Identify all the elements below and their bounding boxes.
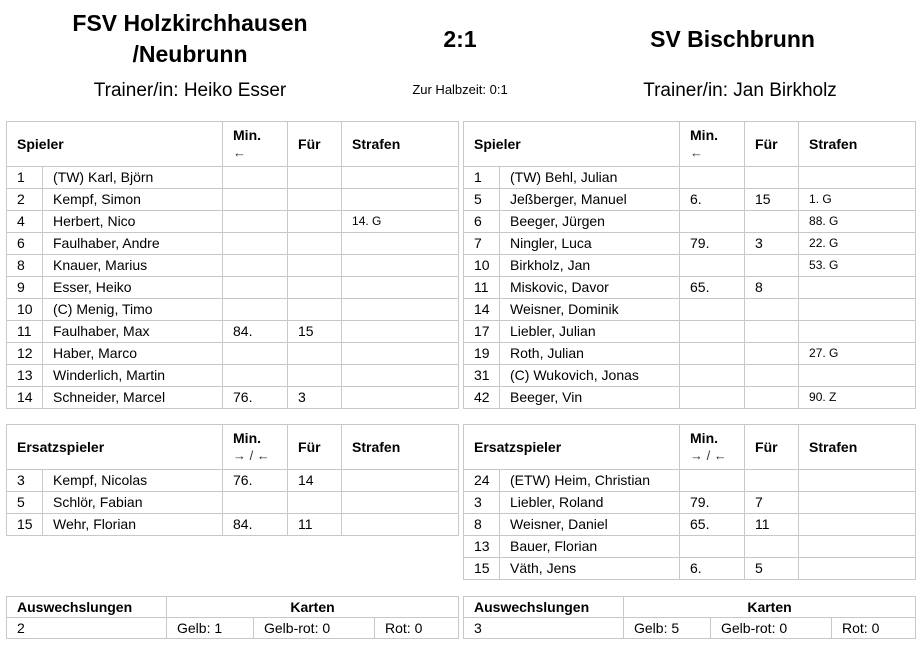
substitution-minute: [223, 211, 288, 233]
player-number: 1: [464, 167, 500, 189]
substitution-minute: [223, 189, 288, 211]
player-number: 4: [7, 211, 43, 233]
player-number: 19: [464, 343, 500, 365]
penalty: [799, 365, 916, 387]
player-name: (TW) Karl, Björn: [43, 167, 223, 189]
final-score: 2:1: [443, 26, 477, 52]
player-row: [7, 343, 459, 365]
substitution-minute: [223, 167, 288, 189]
player-name: Esser, Heiko: [43, 277, 223, 299]
player-row: [464, 321, 916, 343]
substitutes-header: Ersatzspieler: [464, 425, 680, 470]
penalties-header: Strafen: [342, 425, 459, 470]
substitution-minute: [680, 321, 745, 343]
player-name: Faulhaber, Max: [43, 321, 223, 343]
for-header: Für: [745, 122, 799, 167]
substituted-for: [288, 492, 342, 514]
players-header: Spieler: [464, 122, 680, 167]
player-number: 5: [464, 189, 500, 211]
substituted-for: [745, 321, 799, 343]
cards-header: Karten: [624, 597, 916, 618]
penalty: [342, 189, 459, 211]
home-coach: Trainer/in: Heiko Esser: [93, 80, 287, 101]
substitution-minute: [680, 299, 745, 321]
player-name: Kempf, Simon: [43, 189, 223, 211]
player-number: 2: [7, 189, 43, 211]
player-row: [7, 167, 459, 189]
penalty: [342, 514, 459, 536]
substitution-minute: [680, 211, 745, 233]
substituted-for: [745, 211, 799, 233]
away-starters-table: [463, 121, 916, 409]
player-name: Liebler, Julian: [500, 321, 680, 343]
player-name: Haber, Marco: [43, 343, 223, 365]
substitutions-header: Auswechslungen: [7, 597, 167, 618]
substituted-for: 15: [288, 321, 342, 343]
substitutions-header: Auswechslungen: [464, 597, 624, 618]
substitution-minute: [223, 255, 288, 277]
substituted-for: [288, 189, 342, 211]
player-number: 6: [464, 211, 500, 233]
for-header: Für: [288, 122, 342, 167]
player-row: [464, 514, 916, 536]
player-number: 10: [7, 299, 43, 321]
player-row: [464, 558, 916, 580]
home-starters-table: [6, 121, 459, 409]
player-number: 3: [7, 470, 43, 492]
penalty: [799, 299, 916, 321]
player-row: [464, 536, 916, 558]
penalty: [342, 277, 459, 299]
substitution-minute: 79.: [680, 492, 745, 514]
player-name: Birkholz, Jan: [500, 255, 680, 277]
substituted-for: [288, 343, 342, 365]
player-name: Faulhaber, Andre: [43, 233, 223, 255]
player-number: 24: [464, 470, 500, 492]
substitution-minute: 6.: [680, 189, 745, 211]
player-name: Winderlich, Martin: [43, 365, 223, 387]
penalty: 14. G: [342, 211, 459, 233]
player-row: [464, 365, 916, 387]
substituted-for: [745, 343, 799, 365]
minute-header: Min. → / ←: [223, 425, 288, 470]
player-row: [7, 470, 459, 492]
yellow-cards: Gelb: 5: [624, 618, 711, 639]
substitution-minute: [223, 299, 288, 321]
player-name: Miskovic, Davor: [500, 277, 680, 299]
player-row: [464, 211, 916, 233]
player-name: (ETW) Heim, Christian: [500, 470, 680, 492]
player-name: Schneider, Marcel: [43, 387, 223, 409]
substituted-for: 11: [745, 514, 799, 536]
substituted-for: [745, 470, 799, 492]
substitution-minute: 65.: [680, 277, 745, 299]
player-number: 10: [464, 255, 500, 277]
substitution-minute: [223, 492, 288, 514]
player-row: [7, 387, 459, 409]
player-name: Knauer, Marius: [43, 255, 223, 277]
substitution-minute: [680, 343, 745, 365]
penalty: [342, 255, 459, 277]
player-number: 1: [7, 167, 43, 189]
player-number: 7: [464, 233, 500, 255]
substituted-for: [745, 167, 799, 189]
minute-header: Min. ←: [680, 122, 745, 167]
player-number: 13: [7, 365, 43, 387]
yellow-red-cards: Gelb-rot: 0: [711, 618, 832, 639]
penalty: [799, 514, 916, 536]
away-summary-table: [463, 596, 916, 639]
substitution-minute: 76.: [223, 387, 288, 409]
arrow-left-icon: ←: [233, 145, 247, 160]
player-row: [7, 233, 459, 255]
penalty: [342, 233, 459, 255]
substitution-minute: 84.: [223, 321, 288, 343]
substituted-for: [288, 233, 342, 255]
player-number: 15: [464, 558, 500, 580]
player-number: 17: [464, 321, 500, 343]
player-row: [7, 321, 459, 343]
substituted-for: [288, 255, 342, 277]
penalty: [799, 492, 916, 514]
penalty: [799, 321, 916, 343]
away-team-name: SV Bischbrunn: [650, 26, 815, 52]
penalties-header: Strafen: [799, 122, 916, 167]
substitution-minute: [680, 255, 745, 277]
substitution-minute: 76.: [223, 470, 288, 492]
substituted-for: [745, 387, 799, 409]
substitutions-count: 2: [7, 618, 167, 639]
substitution-minute: [680, 470, 745, 492]
minute-header: Min. ←: [223, 122, 288, 167]
substitution-minute: 6.: [680, 558, 745, 580]
player-number: 8: [7, 255, 43, 277]
penalty: [342, 343, 459, 365]
player-name: Ningler, Luca: [500, 233, 680, 255]
yellow-cards: Gelb: 1: [167, 618, 254, 639]
penalty: [342, 167, 459, 189]
player-name: Beeger, Jürgen: [500, 211, 680, 233]
penalty: [342, 321, 459, 343]
player-name: Schlör, Fabian: [43, 492, 223, 514]
player-number: 31: [464, 365, 500, 387]
substituted-for: 5: [745, 558, 799, 580]
substituted-for: [288, 211, 342, 233]
player-row: [7, 492, 459, 514]
penalty: [799, 536, 916, 558]
yellow-red-cards: Gelb-rot: 0: [254, 618, 375, 639]
player-number: 13: [464, 536, 500, 558]
substitutes-header: Ersatzspieler: [7, 425, 223, 470]
substitution-minute: [680, 536, 745, 558]
penalty: [799, 558, 916, 580]
red-cards: Rot: 0: [832, 618, 916, 639]
player-number: 14: [7, 387, 43, 409]
player-row: [7, 514, 459, 536]
substitution-minute: [680, 365, 745, 387]
player-row: [7, 277, 459, 299]
substitution-minute: 65.: [680, 514, 745, 536]
minute-header: Min. → / ←: [680, 425, 745, 470]
substitution-minute: [680, 167, 745, 189]
player-name: Beeger, Vin: [500, 387, 680, 409]
player-name: Weisner, Daniel: [500, 514, 680, 536]
penalty: 27. G: [799, 343, 916, 365]
substitution-minute: [223, 233, 288, 255]
home-summary-table: [6, 596, 459, 639]
arrow-swap-icon: → / ←: [233, 448, 270, 463]
penalty: 22. G: [799, 233, 916, 255]
red-cards: Rot: 0: [375, 618, 459, 639]
player-name: Weisner, Dominik: [500, 299, 680, 321]
home-team-name: FSV Holzkirchhausen /Neubrunn: [72, 10, 308, 67]
player-name: Jeßberger, Manuel: [500, 189, 680, 211]
substituted-for: 15: [745, 189, 799, 211]
player-row: [7, 211, 459, 233]
penalty: [342, 387, 459, 409]
arrow-swap-icon: → / ←: [690, 448, 727, 463]
player-number: 12: [7, 343, 43, 365]
player-row: [7, 299, 459, 321]
penalty: [799, 470, 916, 492]
penalty: 88. G: [799, 211, 916, 233]
player-number: 9: [7, 277, 43, 299]
substituted-for: 3: [745, 233, 799, 255]
player-row: [464, 343, 916, 365]
substitution-minute: 79.: [680, 233, 745, 255]
substituted-for: [288, 277, 342, 299]
substitution-minute: [223, 343, 288, 365]
player-row: [464, 387, 916, 409]
for-header: Für: [288, 425, 342, 470]
player-number: 3: [464, 492, 500, 514]
player-row: [464, 470, 916, 492]
player-row: [464, 277, 916, 299]
halftime-score: Zur Halbzeit: 0:1: [412, 82, 508, 97]
substituted-for: [745, 365, 799, 387]
penalty: 90. Z: [799, 387, 916, 409]
penalty: 53. G: [799, 255, 916, 277]
player-row: [7, 189, 459, 211]
player-number: 11: [464, 277, 500, 299]
substituted-for: [288, 299, 342, 321]
player-name: Herbert, Nico: [43, 211, 223, 233]
substitution-minute: [680, 387, 745, 409]
cards-header: Karten: [167, 597, 459, 618]
substitution-minute: 84.: [223, 514, 288, 536]
player-number: 8: [464, 514, 500, 536]
arrow-left-icon: ←: [690, 145, 704, 160]
substituted-for: 7: [745, 492, 799, 514]
player-row: [464, 492, 916, 514]
substituted-for: 14: [288, 470, 342, 492]
substituted-for: 11: [288, 514, 342, 536]
substituted-for: 3: [288, 387, 342, 409]
player-name: (TW) Behl, Julian: [500, 167, 680, 189]
player-number: 11: [7, 321, 43, 343]
away-substitutes-table: [463, 424, 916, 580]
penalty: [342, 365, 459, 387]
player-row: [464, 299, 916, 321]
player-name: (C) Menig, Timo: [43, 299, 223, 321]
penalty: 1. G: [799, 189, 916, 211]
player-name: Liebler, Roland: [500, 492, 680, 514]
substituted-for: 8: [745, 277, 799, 299]
penalty: [342, 299, 459, 321]
player-name: (C) Wukovich, Jonas: [500, 365, 680, 387]
player-number: 14: [464, 299, 500, 321]
player-number: 15: [7, 514, 43, 536]
player-number: 6: [7, 233, 43, 255]
substituted-for: [745, 255, 799, 277]
substitutions-count: 3: [464, 618, 624, 639]
player-name: Kempf, Nicolas: [43, 470, 223, 492]
substituted-for: [745, 536, 799, 558]
penalty: [799, 277, 916, 299]
substituted-for: [288, 365, 342, 387]
players-header: Spieler: [7, 122, 223, 167]
player-row: [464, 255, 916, 277]
penalties-header: Strafen: [342, 122, 459, 167]
player-number: 42: [464, 387, 500, 409]
substitution-minute: [223, 277, 288, 299]
substituted-for: [288, 167, 342, 189]
player-name: Roth, Julian: [500, 343, 680, 365]
penalty: [342, 492, 459, 514]
player-name: Väth, Jens: [500, 558, 680, 580]
player-number: 5: [7, 492, 43, 514]
home-substitutes-table: [6, 424, 459, 536]
player-name: Bauer, Florian: [500, 536, 680, 558]
substituted-for: [745, 299, 799, 321]
player-row: [464, 233, 916, 255]
player-row: [464, 167, 916, 189]
penalties-header: Strafen: [799, 425, 916, 470]
away-coach: Trainer/in: Jan Birkholz: [643, 80, 837, 101]
player-row: [7, 365, 459, 387]
player-row: [464, 189, 916, 211]
player-row: [7, 255, 459, 277]
substitution-minute: [223, 365, 288, 387]
player-name: Wehr, Florian: [43, 514, 223, 536]
for-header: Für: [745, 425, 799, 470]
penalty: [799, 167, 916, 189]
penalty: [342, 470, 459, 492]
